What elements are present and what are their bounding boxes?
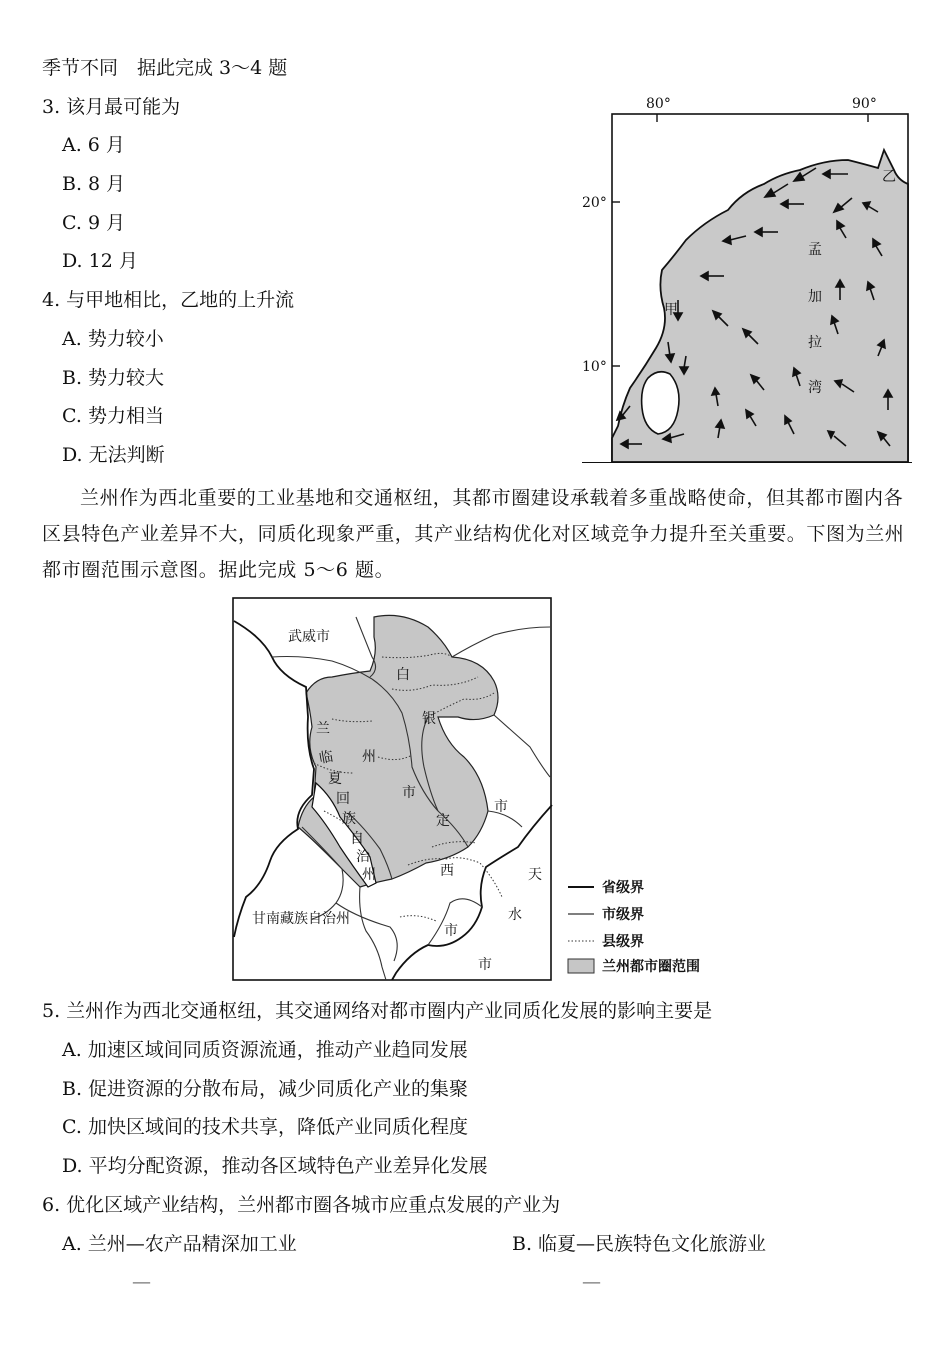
label-jia2: 加 xyxy=(808,289,822,305)
label-xi: 西 xyxy=(440,863,454,879)
header-line: 季节不同 据此完成 3～4 题 xyxy=(42,57,288,79)
q4-option-a: A. 势力较小 xyxy=(62,328,164,350)
q4-option-d: D. 无法判断 xyxy=(62,444,165,466)
label-shi4: 市 xyxy=(444,923,458,939)
label-linxia-7: 州 xyxy=(362,867,376,883)
label-shui: 水 xyxy=(508,907,522,923)
label-yin: 银 xyxy=(422,711,436,727)
q3-option-a: A. 6 月 xyxy=(62,134,125,156)
bay-map-baseline xyxy=(582,462,912,463)
lat-label-10: 10° xyxy=(582,359,607,375)
label-shi3: 市 xyxy=(478,957,492,973)
label-la: 拉 xyxy=(808,335,822,351)
label-bai: 白 xyxy=(396,667,410,683)
label-linxia-5: 自 xyxy=(350,831,364,847)
label-linxia-6: 治 xyxy=(356,849,370,865)
label-gannan: 甘南藏族自治州 xyxy=(252,911,350,927)
lanzhou-map xyxy=(232,597,718,983)
legend-province: 省级界 xyxy=(602,880,644,896)
q6-option-b: B. 临夏—民族特色文化旅游业 xyxy=(512,1233,767,1255)
q4-option-c: C. 势力相当 xyxy=(62,405,164,427)
q3-option-c: C. 9 月 xyxy=(62,212,126,234)
label-lan: 兰 xyxy=(316,721,330,737)
q4-stem: 4. 与甲地相比，乙地的上升流 xyxy=(42,289,295,311)
footer-mark-left: — xyxy=(132,1271,151,1293)
legend-county: 县级界 xyxy=(602,934,644,950)
legend-city: 市级界 xyxy=(602,907,644,923)
island-outline xyxy=(642,372,679,434)
label-linxia-1: 临 xyxy=(317,748,335,767)
q4-option-b: B. 势力较大 xyxy=(62,367,165,389)
passage-text: 兰州作为西北重要的工业基地和交通枢纽，其都市圈建设承载着多重战略使命，但其都市圈内各区县特色产业差异不大，同质化现象严重，其产业结构优化对区域竞争力提升至关重要。下图为兰州都市圈范围示意图。据此完成 5～6 题。 xyxy=(42,487,905,581)
q5-option-a: A. 加速区域间同质资源流通，推动产业趋同发展 xyxy=(62,1039,468,1061)
legend-metro-area: 兰州都市圈范围 xyxy=(602,959,700,975)
label-shi1: 市 xyxy=(402,785,416,801)
q5-option-c: C. 加快区域间的技术共享，降低产业同质化程度 xyxy=(62,1116,468,1138)
q5-option-d: D. 平均分配资源，推动各区域特色产业差异化发展 xyxy=(62,1155,488,1177)
q3-option-b: B. 8 月 xyxy=(62,173,126,195)
q6-option-a: A. 兰州—农产品精深加工业 xyxy=(62,1233,297,1255)
label-zhou: 州 xyxy=(362,749,376,765)
lon-label-80: 80° xyxy=(646,96,671,112)
q6-stem: 6. 优化区域产业结构，兰州都市圈各城市应重点发展的产业为 xyxy=(42,1194,561,1216)
lat-label-20: 20° xyxy=(582,195,607,211)
label-linxia-4: 族 xyxy=(342,811,356,827)
label-wuwei: 武威市 xyxy=(288,629,330,645)
lon-label-90: 90° xyxy=(852,96,877,112)
label-linxia-2: 夏 xyxy=(328,771,342,787)
map-legend xyxy=(568,879,700,975)
q3-option-d: D. 12 月 xyxy=(62,250,138,272)
q5-stem: 5. 兰州作为西北交通枢纽，其交通网络对都市圈内产业同质化发展的影响主要是 xyxy=(42,1000,713,1022)
label-meng: 孟 xyxy=(808,242,822,258)
bay-of-bengal-map xyxy=(578,88,918,468)
label-jia: 甲 xyxy=(664,302,678,318)
label-wan: 湾 xyxy=(808,380,822,396)
label-yi: 乙 xyxy=(882,169,896,185)
label-shi2: 市 xyxy=(494,799,508,815)
label-tian: 天 xyxy=(528,867,542,883)
footer-mark-right: — xyxy=(582,1271,601,1293)
q3-stem: 3. 该月最可能为 xyxy=(42,96,181,118)
label-ding: 定 xyxy=(436,813,450,829)
label-linxia-3: 回 xyxy=(336,791,350,807)
q5-option-b: B. 促进资源的分散布局，减少同质化产业的集聚 xyxy=(62,1078,469,1100)
